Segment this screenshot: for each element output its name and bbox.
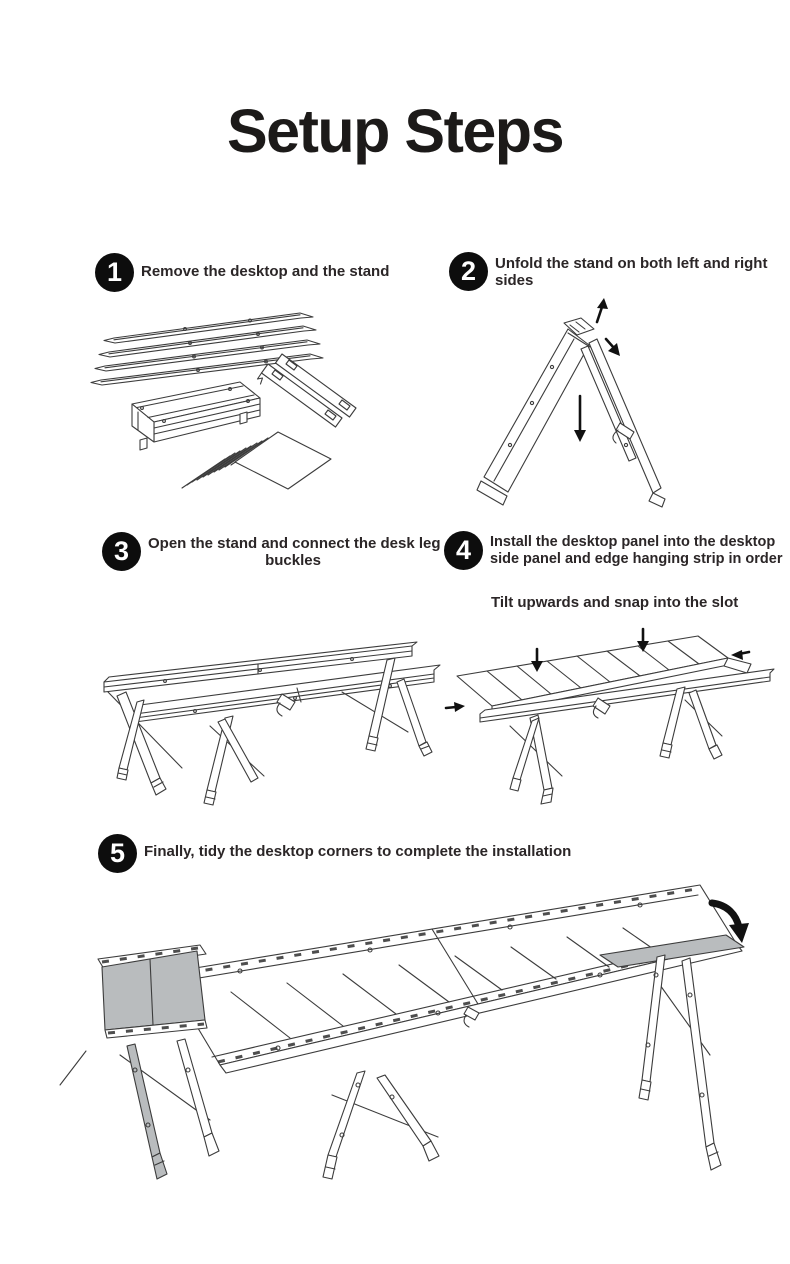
step-4-text: Install the desktop panel into the desktop side panel and edge hanging strip in order [490, 534, 783, 567]
step-5-badge: 5 [98, 834, 137, 873]
page-title: Setup Steps [226, 97, 563, 165]
step-3-text: Open the stand and connect the desk leg buckles [148, 535, 441, 569]
step-1-header [95, 253, 389, 292]
folded-stand [132, 382, 260, 450]
desktop-edge-strips [91, 313, 323, 385]
step-4-header [444, 531, 782, 570]
stand-left-leg-panel [477, 329, 589, 505]
step-3-header [102, 532, 441, 571]
illustration-step-4-panel-installation [440, 618, 790, 814]
step-4-badge: 4 [444, 531, 483, 570]
desktop-side-panels [258, 354, 357, 427]
illustration-step-2-stand-unfolding [450, 295, 690, 513]
arrow-down-icon [574, 396, 586, 442]
right-legs [639, 955, 721, 1170]
illustration-step-5-finished-table [40, 855, 770, 1207]
illustration-step-3-opened-stand [90, 618, 440, 810]
left-legs [510, 715, 562, 804]
stand-right-leg-struts [581, 339, 665, 507]
right-legs [660, 687, 722, 759]
step-2-text: Unfold the stand on both left and right sides [495, 255, 768, 289]
arrow-up-icon [597, 298, 608, 322]
arrow-down-right-icon [606, 339, 620, 356]
step-3-badge: 3 [102, 532, 141, 571]
arrow-right-icon [446, 702, 465, 712]
arrow-left-icon [731, 650, 749, 660]
step-4-note: Tilt upwards and snap into the slot [491, 594, 739, 611]
illustration-step-1-disassembled-parts [90, 300, 360, 512]
step-2-header [449, 252, 767, 291]
step-1-badge: 1 [95, 253, 134, 292]
step-1-text: Remove the desktop and the stand [141, 263, 390, 280]
step-2-badge: 2 [449, 252, 488, 291]
desktop-slat-stack [182, 432, 331, 489]
step-5-text: Finally, tidy the desktop corners to complete the installation [144, 843, 572, 860]
left-extension-panel [98, 945, 207, 1038]
left-extension-legs [60, 1039, 219, 1179]
stand-mid-legs [204, 716, 264, 805]
